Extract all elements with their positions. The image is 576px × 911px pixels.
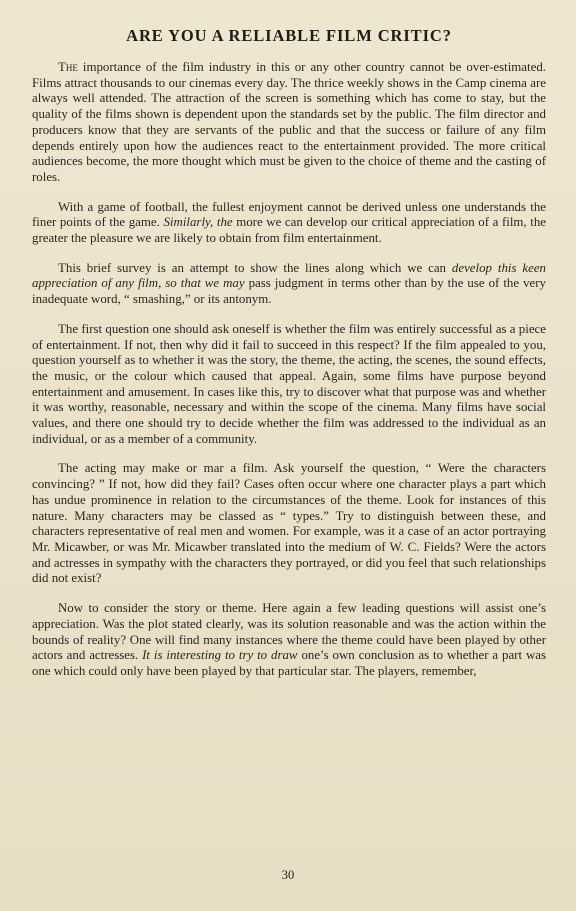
- paragraph-6-text-start: Now to consider the story or theme. Here again a few leading questions will assist one’s appreciation. Was the plot stated clearly, was its solution reasonable and was the action within the bounds of reality? One will find many instances where the theme could have been played by other actors and actresses.: [32, 601, 546, 663]
- paragraph-2-italic-text: Similarly, the: [163, 215, 233, 230]
- paragraph-5: [32, 461, 546, 587]
- paragraph-3-text-start: This brief survey is an attempt to show the lines along which we can: [58, 260, 452, 275]
- page-number: 30: [281, 868, 295, 882]
- paragraph-4: [32, 322, 546, 448]
- paragraph-6: [32, 601, 546, 680]
- paragraph-3-italic-text: develop this keen appreciation of any film, so that we may: [32, 260, 547, 291]
- paragraph-1-lead-word: The: [58, 60, 78, 74]
- paragraph-1: [32, 60, 546, 186]
- paragraph-1-text: importance of the film industry in this or any other country cannot be over-estimated. Films attract thousands to our cinemas every day. The thrice weekly shows in the Camp cinema are always well attended. The attraction of the screen is something which has come to stay, but the quality of the films shown is dependent upon the standards set by the public. The film director and producers know that they are servants of the public and that the success or failure of any film depends entirely upon how the audiences react to the entertainment provided. The more critical audiences become, the more thought which must be given to the choice of theme and the casting of roles.: [32, 60, 546, 184]
- paragraph-3-text-end: pass judgment in terms other than by the use of the very inadequate word, “ smashing,” or its antonym.: [32, 276, 546, 307]
- paragraph-4-text: The first question one should ask oneself is whether the film was entirely successful as a piece of entertainment. If not, then why did it fail to succeed in this respect? If the film appealed to you, question yourself as to whether it was the story, the theme, the acting, the scenes, the sound effects, the music, or the colour which caused that appeal. Again, some films have purpose beyond entertainment and amusement. In cases like this, try to discover what that purpose was and whether it was worthy, reasonable, necessary and within the scope of the cinema. Many films have social values, and there one should try to decide whether the film was addressed to the individual as an individual, or as a member of a community.: [32, 321, 546, 446]
- paragraph-2-text-start: With a game of football, the fullest enjoyment cannot be derived unless one understands the finer points of the game.: [32, 199, 546, 230]
- paragraph-6-italic-text: It is interesting to try to draw: [142, 648, 298, 663]
- paragraph-3: [32, 261, 546, 308]
- paragraph-6-text-end: one’s own conclusion as to whether a part was one which could only have been played by that particular star. The players, remember,: [32, 648, 546, 678]
- paragraph-5-text: The acting may make or mar a film. Ask yourself the question, “ Were the characters convincing? ” If not, how did they fail? Cases often occur where one character plays a part which has undue prominence in relation to the circumstances of the theme. Look for instances of this nature. Many characters may be classed as “ types.” Try to distinguish between these, and characters representative of real men and women. For example, was it a case of an actor portraying Mr. Micawber, or was Mr. Micawber translated into the medium of W. C. Fields? Were the actors and actresses in sympathy with the characters they portrayed, or did you feel that such relationships did not exist?: [32, 461, 546, 586]
- page-title: ARE YOU A RELIABLE FILM CRITIC?: [126, 26, 452, 45]
- paragraph-2: [32, 200, 546, 247]
- paragraph-2-text-end: more we can develop our critical appreciation of a film, the greater the pleasure we are likely to obtain from film entertainment.: [32, 215, 546, 246]
